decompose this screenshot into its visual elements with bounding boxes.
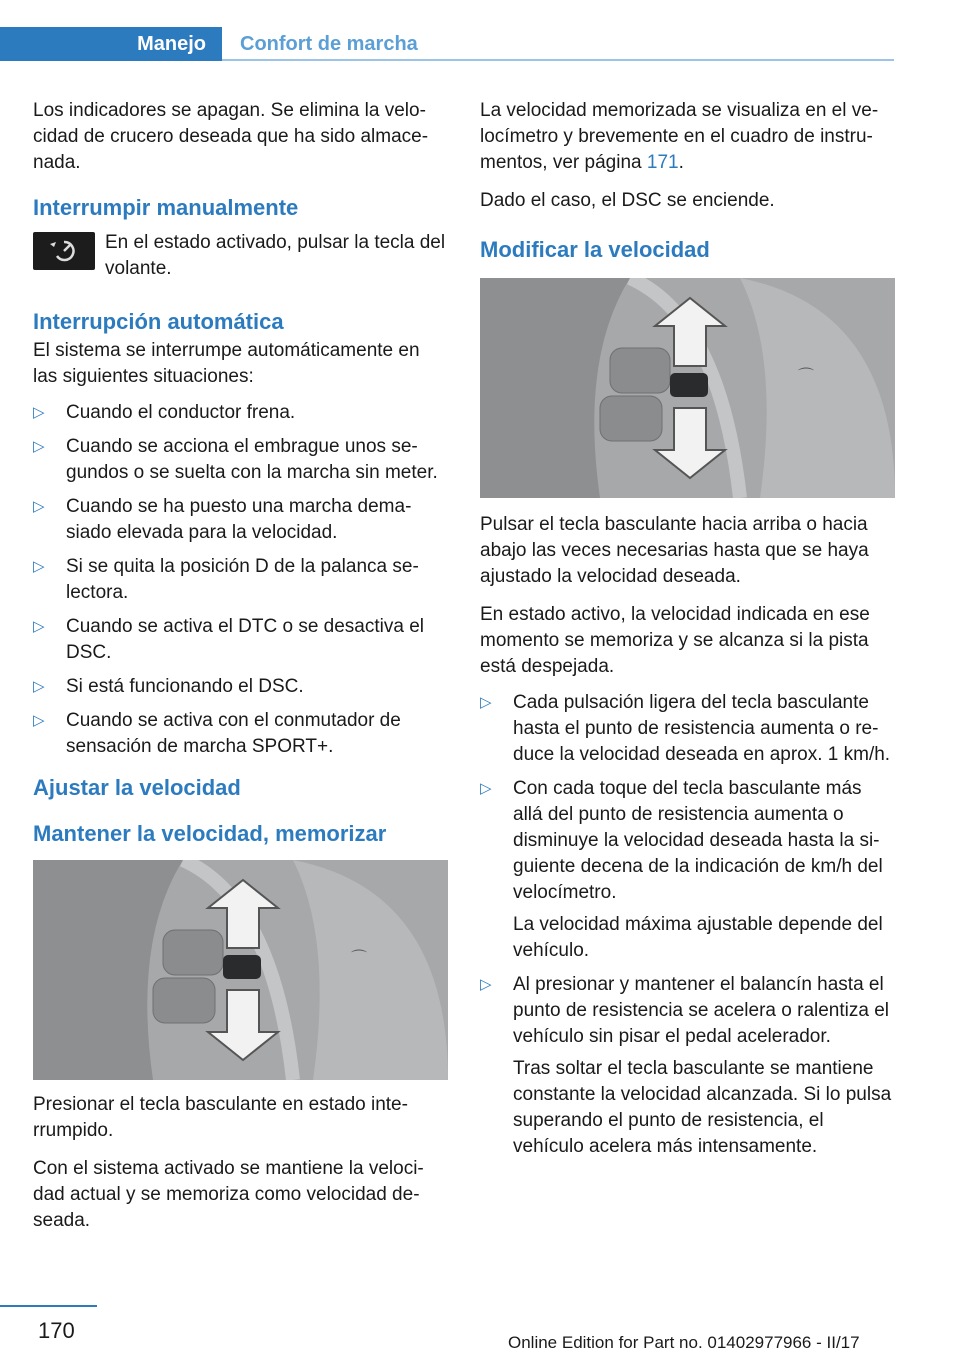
list-item: ▷ Cuando se activa el DTC o se desactiva el DSC.	[33, 616, 425, 663]
paragraph: Presionar el tecla basculante en estado interrumpido.	[33, 1094, 408, 1141]
cruise-interrupt-key-icon	[33, 232, 95, 270]
list-item-note: La velocidad máxima ajustable depende del vehículo.	[513, 914, 883, 961]
key-row	[33, 230, 448, 282]
right-column	[480, 98, 895, 1170]
steering-wheel-rocker-figure	[480, 278, 895, 498]
edition-label: Online Edition for Part no. 01402977966 - II/17	[508, 1333, 860, 1352]
list-item: ▷ Cuando se ha puesto una marcha demasiado elevada para la velocidad.	[33, 496, 412, 543]
list-item: ▷ Al presionar y mantener el balancín hasta el punto de resistencia se acelera o ralentiza el vehículo sin pisar el pedal acelerador. Tras soltar el tecla basculante se mantiene constante la velocidad alcanzada. Si lo pulsa superando el punto de resistencia, el vehículo acelera más intensamente.	[480, 972, 895, 1160]
bullet-triangle-icon: ▷	[33, 558, 45, 575]
header	[0, 27, 960, 61]
bullet-triangle-icon: ▷	[33, 712, 45, 729]
list-item: ▷ Cuando se activa con el conmutador de sensación de marcha SPORT+.	[33, 710, 401, 757]
heading-interrupcion-automatica: Interrupción automática	[33, 309, 284, 334]
heading-mantener-velocidad: Mantener la velocidad, memorizar	[33, 821, 387, 846]
paragraph: Pulsar el tecla basculante hacia arriba o hacia abajo las veces necesarias hasta que se haya ajustado la velocidad deseada.	[480, 514, 869, 587]
bullet-triangle-icon: ▷	[480, 976, 492, 993]
paragraph: Los indicadores se apagan. Se elimina la velocidad de crucero deseada que ha sido almacenada.	[33, 100, 429, 173]
auto-interrupt-list	[33, 400, 448, 760]
page-number: 170	[38, 1318, 75, 1343]
list-item: ▷ Si está funcionando el DSC.	[33, 674, 448, 700]
paragraph: En estado activo, la velocidad indicada en ese momento se memoriza y se alcanza si la pista está despejada.	[480, 604, 870, 677]
paragraph: El sistema se interrumpe automáticamente en las siguientes situaciones:	[33, 340, 420, 387]
paragraph: Dado el caso, el DSC se enciende.	[480, 190, 775, 211]
bullet-triangle-icon: ▷	[480, 694, 492, 711]
header-rule	[222, 59, 894, 61]
bullet-triangle-icon: ▷	[33, 618, 45, 635]
list-item: ▷ Cuando se acciona el embrague unos segundos o se suelta con la marcha sin meter.	[33, 436, 438, 483]
steering-wheel-rocker-figure	[33, 860, 448, 1080]
bullet-triangle-icon: ▷	[33, 404, 45, 421]
key-description: En el estado activado, pulsar la tecla del volante.	[105, 232, 446, 279]
tab-confort-de-marcha[interactable]: Confort de marcha	[240, 32, 418, 55]
bullet-triangle-icon: ▷	[33, 498, 45, 515]
speed-adjust-list	[480, 690, 895, 1160]
paragraph: Con el sistema activado se mantiene la velocidad actual y se memoriza como velocidad deseada.	[33, 1158, 424, 1231]
list-item: ▷ Cada pulsación ligera del tecla basculante hasta el punto de resistencia aumenta o reduce la velocidad deseada en aprox. 1 km/h.	[480, 692, 891, 765]
bullet-triangle-icon: ▷	[33, 438, 45, 455]
tab-manejo[interactable]: Manejo	[0, 27, 222, 61]
heading-ajustar-velocidad: Ajustar la velocidad	[33, 775, 241, 800]
list-item: ▷ Con cada toque del tecla basculante más allá del punto de resistencia aumenta o disminuye la velocidad deseada hasta la siguiente decena de la indicación de km/h del velocímetro. La velocidad máxima ajustable depende del vehículo.	[480, 776, 895, 964]
heading-interrumpir: Interrumpir manualmente	[33, 195, 299, 220]
bullet-triangle-icon: ▷	[480, 780, 492, 797]
list-item: ▷ Cuando el conductor frena.	[33, 400, 448, 426]
paragraph: La velocidad memorizada se visualiza en el velocímetro y brevemente en el cuadro de instrumentos, ver página 171.	[480, 100, 879, 173]
heading-modificar-velocidad: Modificar la velocidad	[480, 237, 710, 262]
bullet-triangle-icon: ▷	[33, 678, 45, 695]
list-item-note: Tras soltar el tecla basculante se mantiene constante la velocidad alcanzada. Si lo pulsa superando el punto de resistencia, el vehículo acelera más intensamente.	[513, 1058, 892, 1157]
left-column	[33, 98, 448, 1246]
svg-text:⌒: ⌒	[351, 948, 368, 967]
footer-rule	[0, 1305, 97, 1307]
list-item: ▷ Si se quita la posición D de la palanca selectora.	[33, 556, 419, 603]
svg-text:⌒: ⌒	[798, 366, 815, 385]
page-link[interactable]: 171	[646, 152, 679, 173]
